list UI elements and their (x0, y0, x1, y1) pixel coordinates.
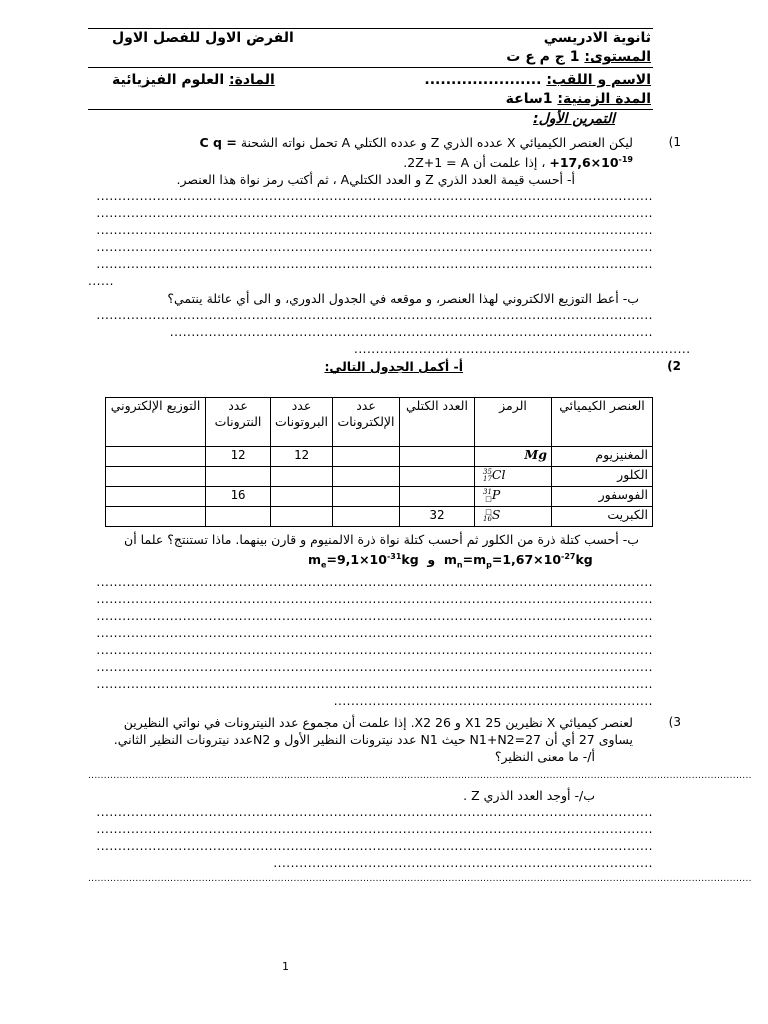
col-symbol: الرمز (475, 398, 552, 447)
q1-charge-value: $+17,6\times 10^{-19}$ (549, 155, 633, 171)
cell-symbol: 35 17Cl (475, 467, 552, 487)
col-protons: عدد البروتونات (271, 398, 333, 447)
q1-b-answer-lines[interactable]: ................................................................................................................................. ................................................................................................................ .............................................................................. (96, 308, 691, 357)
question-2 (88, 358, 681, 375)
cell-symbol: □ 16S (475, 507, 552, 527)
q1-part-b: ب- أعط التوزيع الالكتروني لهذا العنصر، و موقعه في الجدول الدوري، و الى أي عائلة ينتمي؟ (167, 291, 639, 307)
cell-symbol: Mg (475, 447, 552, 467)
cell-mass[interactable] (400, 467, 475, 487)
q2-part-b: ب- أحسب كتلة ذرة من الكلور ثم أحسب كتلة نواة ذرة الالمنيوم و قارن بينهما. ماذا تستنتج؟ علما أن (124, 532, 639, 548)
table-header-row (106, 398, 653, 447)
cell-config[interactable] (106, 447, 206, 467)
q3-part-b: ب/- أوجد العدد الذري Z . (463, 787, 595, 803)
table-row (106, 467, 653, 487)
table-row (106, 487, 653, 507)
cell-config[interactable] (106, 507, 206, 527)
q3-text: لعنصر كيميائي X نظيرين X1 25 و X2 26. إذا علمت أن مجموع عدد النيترونات في نواتي النظيرين يساوى 27 أي أن N1+N2=27 حيث N1 عدد نيترونات النظير الأول و N2عدد نيترونات النظير الثاني. (113, 714, 633, 747)
cell-protons[interactable] (271, 467, 333, 487)
col-config: التوزيع الإلكتروني (106, 398, 206, 447)
cell-neutrons[interactable] (206, 467, 271, 487)
col-electrons: عدد الإلكترونات (333, 398, 400, 447)
q1-charge-label: C q = (199, 135, 237, 150)
cell-element: المغنيزيوم (552, 447, 653, 467)
school-name: ثانوية الادريسي (543, 30, 651, 46)
question-3-number: 3) (668, 714, 681, 729)
page-number: 1 (282, 960, 289, 973)
q3-a-answer-line[interactable]: .................................................................................................................................................................................................................. (88, 770, 752, 781)
q1-text-a: ليكن العنصر الكيميائي X عدده الذري Z و عدده الكتلي A تحمل نواته الشحنة (240, 135, 633, 150)
cell-electrons[interactable] (333, 487, 400, 507)
q3-b-answer-lines[interactable]: ................................................................................................................................. ................................................................................................................................. ................................................................................................................................. ........................................................................................ .................................................................................................................................................................................................................. (88, 804, 752, 884)
cell-element: الكلور (552, 467, 653, 487)
col-mass-number: العدد الكتلي (400, 398, 475, 447)
q1-part-a: أ- أحسب قيمة العدد الذري Z و العدد الكتليA ، ثم أكتب رمز نواة هذا العنصر. (176, 172, 575, 188)
q3-part-a: أ/- ما معنى النظير؟ (494, 748, 595, 764)
duration-label: المدة الزمنية: (557, 91, 651, 107)
level-value: 1 ج م ع ت (506, 49, 580, 65)
cell-element: الفوسفور (552, 487, 653, 507)
cell-mass[interactable] (400, 447, 475, 467)
cell-config[interactable] (106, 487, 206, 507)
name-label: الاسم و اللقب: (546, 72, 651, 88)
question-3 (88, 714, 681, 748)
cell-electrons[interactable] (333, 507, 400, 527)
student-info (88, 71, 653, 110)
elements-table (105, 397, 653, 527)
q2-intro: أ- أكمل الجدول التالي: (324, 359, 463, 375)
cell-electrons[interactable] (333, 467, 400, 487)
col-neutrons: عدد النترونات (206, 398, 271, 447)
question-1-number: 1) (668, 135, 681, 149)
cell-mass: 32 (400, 507, 475, 527)
question-1 (88, 134, 681, 171)
subject-value: العلوم الفيزيائية (112, 72, 225, 88)
q1-text-b: ، إذا علمت أن 2Z+1 = A. (403, 155, 546, 171)
cell-element: الكبريت (552, 507, 653, 527)
cell-neutrons: 16 (206, 487, 271, 507)
level-label: المستوى: (584, 49, 651, 65)
subject-label: المادة: (229, 72, 275, 88)
table-row (106, 507, 653, 527)
cell-protons: 12 (271, 447, 333, 467)
exercise-title: التمرين الأول: (532, 111, 615, 127)
cell-protons[interactable] (271, 507, 333, 527)
exam-header (88, 28, 653, 68)
question-2-number: 2) (667, 359, 681, 374)
col-element: العنصر الكيميائي (552, 398, 653, 447)
q2-b-answer-lines[interactable]: ................................................................................................................................. ................................................................................................................................. ................................................................................................................................. ................................................................................................................................. ................................................................................................................................. ................................................................................................................................. ................................................................................................................................. .......................................................................... (96, 574, 653, 708)
q2-masses: $m_e=9,1\times 10^{-31}kg$ و $m_n=m_p=1,67\times 10^{-27}kg$ (308, 552, 593, 570)
cell-electrons[interactable] (333, 447, 400, 467)
cell-symbol: 31 □P (475, 487, 552, 507)
cell-config[interactable] (106, 467, 206, 487)
name-dots: ...................... (424, 72, 542, 88)
cell-mass[interactable] (400, 487, 475, 507)
table-row (106, 447, 653, 467)
cell-protons[interactable] (271, 487, 333, 507)
exam-title: الفرض الاول للفصل الاول (112, 30, 294, 46)
q1-answer-lines[interactable]: ................................................................................................................................. ................................................................................................................................. ................................................................................................................................. ................................................................................................................................. ................................................................................................................................. ...... (88, 189, 653, 289)
cell-neutrons[interactable] (206, 507, 271, 527)
cell-neutrons: 12 (206, 447, 271, 467)
worksheet-page (88, 0, 752, 886)
duration-value: 1ساعة (505, 91, 553, 107)
